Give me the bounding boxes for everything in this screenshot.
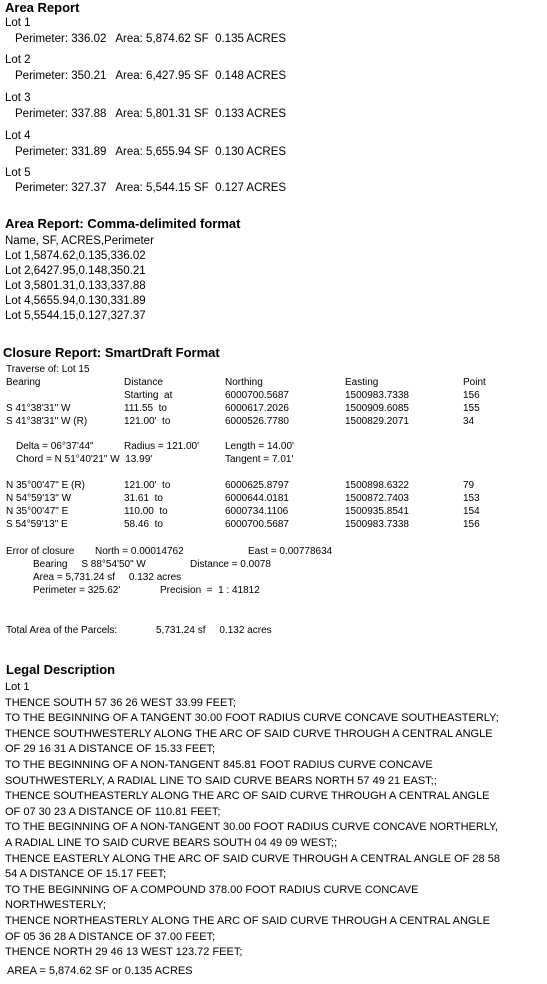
traverse-easting: 1500935.8541 [345,506,409,517]
traverse-distance: 110.00 to [124,506,168,517]
legal-line: NORTHWESTERLY; [5,899,106,912]
curve-length: Length = 14.00' [225,441,294,452]
legal-line: THENCE NORTH 29 46 13 WEST 123.72 FEET; [5,946,243,959]
error-east: East = 0.00778634 [248,546,333,557]
traverse-bearing: N 35°00'47" E [6,506,69,517]
curve-chord: Chord = N 51°40'21" W 13.99' [16,454,153,465]
traverse-distance: Starting at [124,390,173,401]
traverse-point: 79 [463,480,475,491]
curve-radius: Radius = 121.00' [124,441,200,452]
traverse-point: 34 [463,416,475,427]
traverse-northing: 6000625.8797 [225,480,289,491]
closure-report-title: Closure Report: SmartDraft Format [3,345,220,360]
traverse-northing: 6000700.5687 [225,519,289,530]
traverse-easting: 1500872.7403 [345,493,409,504]
legal-line: OF 05 36 28 A DISTANCE OF 37.00 FEET; [5,930,216,943]
traverse-easting: 1500898.6322 [345,480,409,491]
traverse-northing: 6000617.2026 [225,403,289,414]
lot-label: Lot 2 [5,54,31,66]
legal-line: TO THE BEGINNING OF A TANGENT 30.00 FOOT RADIUS CURVE CONCAVE SOUTHEASTERLY; [5,712,499,725]
total-area-label: Total Area of the Parcels: [6,625,118,636]
traverse-bearing: S 41°38'31" W (R) [6,416,88,427]
error-distance: Distance = 0.0078 [190,559,271,570]
traverse-bearing: S 54°59'13" E [6,519,68,530]
col-header-point: Point [463,377,486,388]
comma-line: Lot 2,6427.95,0.148,350.21 [5,265,146,277]
comma-line: Lot 4,5655.94,0.130,331.89 [5,295,146,307]
traverse-distance: 31.61 to [124,493,163,504]
col-header-easting: Easting [345,377,379,388]
traverse-easting: 1500829.2071 [345,416,409,427]
error-north: North = 0.00014762 [95,546,184,557]
lot-label: Lot 4 [5,130,31,142]
traverse-point: 153 [463,493,480,504]
error-closure-label: Error of closure [6,546,75,557]
legal-line: OF 29 16 31 A DISTANCE OF 15.33 FEET; [5,743,216,756]
traverse-northing: 6000700.5687 [225,390,289,401]
legal-description-body [5,680,500,961]
lot-area-line: Perimeter: 337.88 Area: 5,801.31 SF 0.133 ACRES [15,108,287,120]
traverse-easting: 1500983.7338 [345,519,409,530]
legal-line: THENCE EASTERLY ALONG THE ARC OF SAID CURVE THROUGH A CENTRAL ANGLE OF 28 58 [5,852,500,865]
traverse-point: 154 [463,506,480,517]
traverse-bearing: N 35°00'47" E (R) [6,480,85,491]
legal-line: THENCE NORTHEASTERLY ALONG THE ARC OF SAID CURVE THROUGH A CENTRAL ANGLE [5,914,490,927]
traverse-distance: 121.00' to [124,416,171,427]
legal-line: OF 07 30 23 A DISTANCE OF 110.81 FEET; [5,805,221,818]
lot-area-line: Perimeter: 327.37 Area: 5,544.15 SF 0.127 ACRES [15,182,287,194]
traverse-label: Traverse of: Lot 15 [6,364,90,375]
comma-line: Lot 3,5801.31,0.133,337.88 [5,280,146,292]
area-report-title: Area Report [5,0,80,15]
error-perimeter: Perimeter = 325.62' [33,585,121,596]
curve-tangent: Tangent = 7.01' [225,454,294,465]
legal-line: TO THE BEGINNING OF A NON-TANGENT 845.81 FOOT RADIUS CURVE CONCAVE [5,758,433,771]
traverse-bearing: N 54°59'13" W [6,493,72,504]
traverse-distance: 121.00' to [124,480,171,491]
traverse-point: 156 [463,519,480,530]
comma-line: Name, SF, ACRES,Perimeter [5,235,154,247]
legal-area: AREA = 5,874.62 SF or 0.135 ACRES [7,965,193,977]
traverse-easting: 1500909.6085 [345,403,409,414]
comma-line: Lot 1,5874.62,0.135,336.02 [5,250,146,262]
traverse-distance: 111.55 to [124,403,167,414]
error-precision: Precision = 1 : 41812 [160,585,260,596]
legal-line: TO THE BEGINNING OF A COMPOUND 378.00 FOOT RADIUS CURVE CONCAVE [5,883,419,896]
error-area: Area = 5,731.24 sf 0.132 acres [33,572,182,583]
legal-line: TO THE BEGINNING OF A NON-TANGENT 30.00 FOOT RADIUS CURVE CONCAVE NORTHERLY, [5,821,499,834]
comma-line: Lot 5,5544.15,0.127,327.37 [5,310,146,322]
traverse-distance: 58.46 to [124,519,163,530]
curve-delta: Delta = 06°37'44" [16,441,94,452]
traverse-easting: 1500983.7338 [345,390,409,401]
col-header-bearing: Bearing [6,377,41,388]
legal-line: 54 A DISTANCE OF 15.17 FEET; [5,868,167,881]
lot-area-line: Perimeter: 350.21 Area: 6,427.95 SF 0.148 ACRES [15,70,287,82]
legal-description-title: Legal Description [6,662,116,677]
legal-line: SOUTHWESTERLY, A RADIAL LINE TO SAID CURVE BEARS NORTH 57 49 21 EAST;; [5,774,437,787]
error-bearing: Bearing S 88°54'50" W [33,559,146,570]
legal-line: THENCE SOUTHWESTERLY ALONG THE ARC OF SAID CURVE THROUGH A CENTRAL ANGLE [5,727,493,740]
legal-line: A RADIAL LINE TO SAID CURVE BEARS SOUTH 04 49 09 WEST;; [5,836,338,849]
traverse-point: 156 [463,390,480,401]
lot-label: Lot 3 [5,92,31,104]
traverse-point: 155 [463,403,480,414]
traverse-northing: 6000526.7780 [225,416,289,427]
lot-area-line: Perimeter: 331.89 Area: 5,655.94 SF 0.130 ACRES [15,146,287,158]
traverse-bearing: S 41°38'31" W [6,403,71,414]
total-area-value: 5,731.24 sf 0.132 acres [156,625,272,636]
legal-line: THENCE SOUTHEASTERLY ALONG THE ARC OF SAID CURVE THROUGH A CENTRAL ANGLE [5,790,490,803]
traverse-northing: 6000644.0181 [225,493,289,504]
traverse-northing: 6000734.1106 [225,506,289,517]
lot-area-line: Perimeter: 336.02 Area: 5,874.62 SF 0.135 ACRES [15,33,287,45]
lot-label: Lot 1 [5,17,31,29]
legal-line: Lot 1 [5,681,30,693]
comma-report-title: Area Report: Comma-delimited format [5,216,241,231]
col-header-distance: Distance [124,377,163,388]
col-header-northing: Northing [225,377,263,388]
lot-label: Lot 5 [5,167,31,179]
legal-line: THENCE SOUTH 57 36 26 WEST 33.99 FEET; [5,696,236,709]
